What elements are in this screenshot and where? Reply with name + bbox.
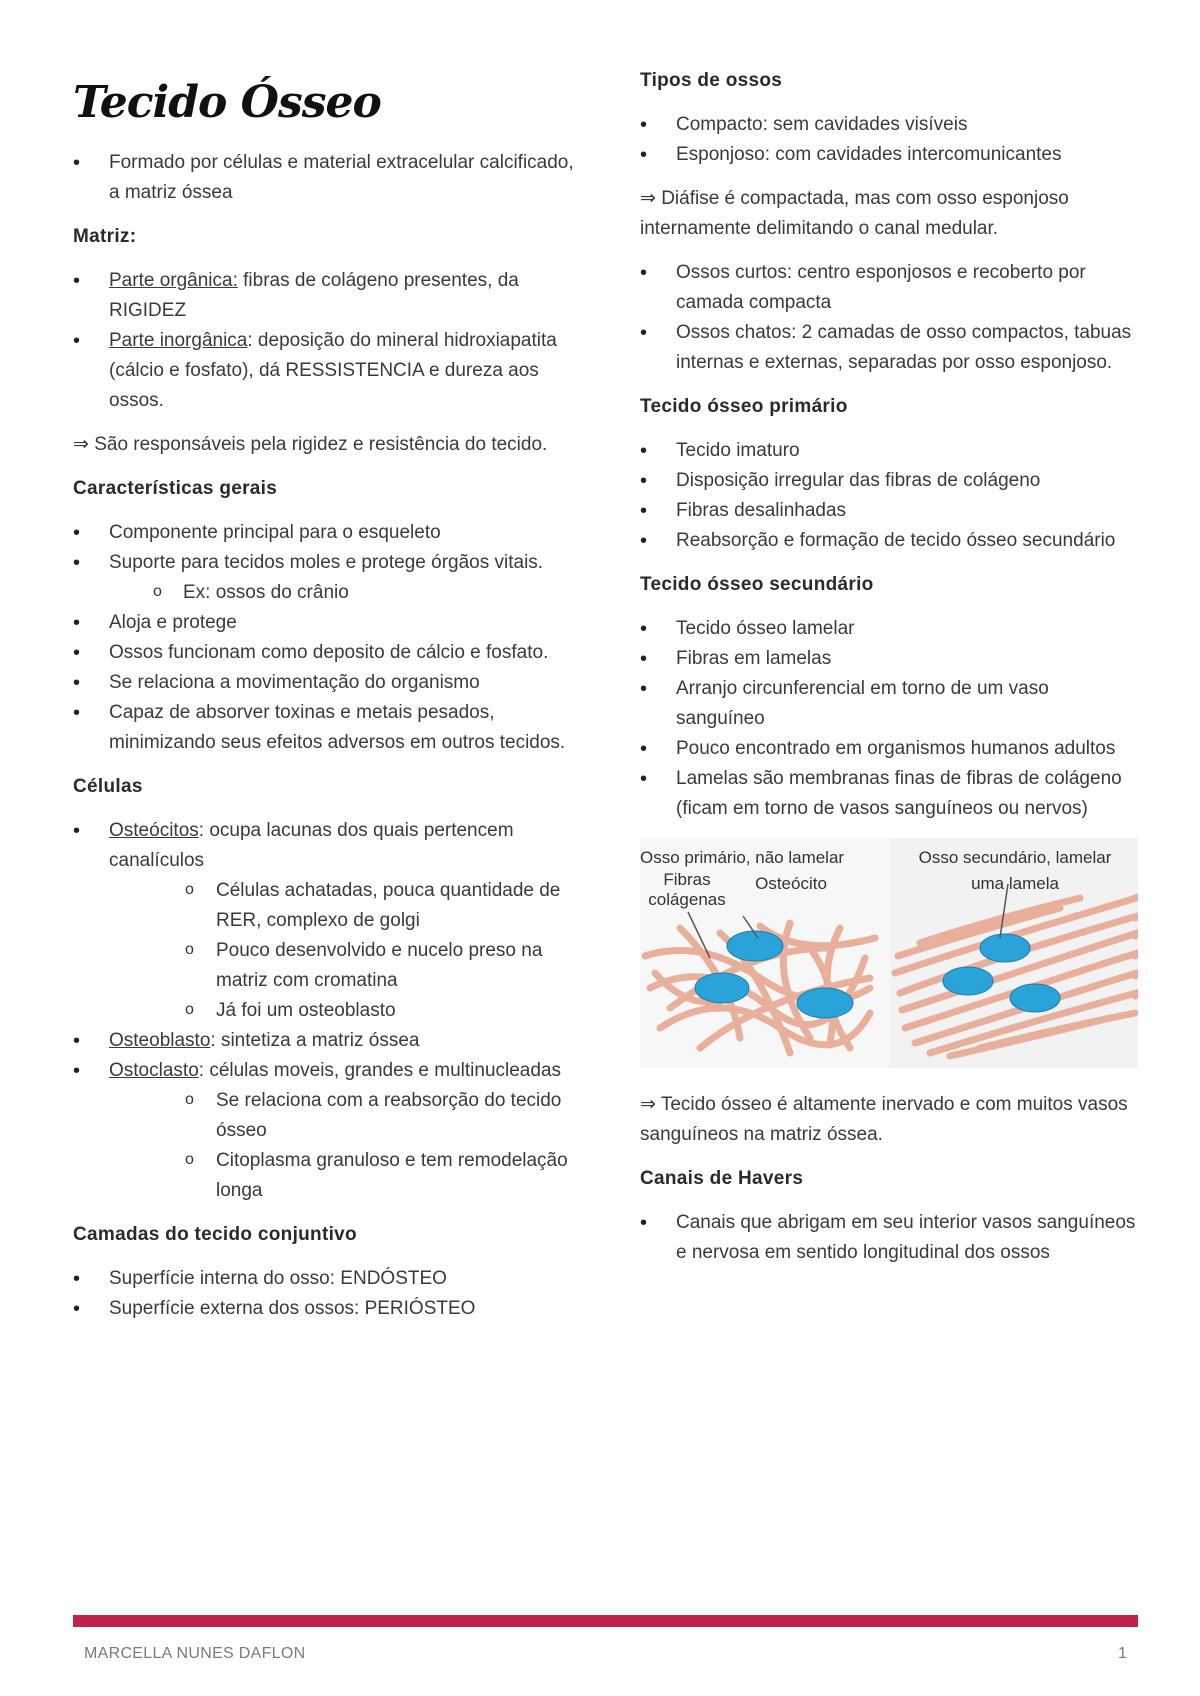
list-item: [73, 266, 575, 326]
term-text: : células moveis, grandes e multinucleadas: [198, 1060, 562, 1081]
list-item: • Lamelas são membranas finas de fibras de colágeno (ficam em torno de vasos sanguíneos ou nervos): [640, 764, 1138, 824]
term-text: fibras de colágeno presentes, da RIGIDEZ: [109, 270, 519, 321]
section-heading-tipos: Tipos de ossos: [640, 70, 783, 91]
section-heading-primario: Tecido ósseo primário: [640, 396, 848, 417]
section-heading-secundario: Tecido ósseo secundário: [640, 574, 874, 595]
list-item: • Aloja e protege: [73, 608, 575, 638]
list-item: • Capaz de absorver toxinas e metais pesados, minimizando seus efeitos adversos em outros tecidos.: [73, 698, 575, 758]
section-heading-celulas: Células: [73, 776, 143, 797]
list-item: • Arranjo circunferencial em torno de um vaso sanguíneo: [640, 674, 1138, 734]
list-item: • Ossos chatos: 2 camadas de osso compactos, tabuas internas e externas, separadas por osso esponjoso.: [640, 318, 1138, 378]
list-item: • Pouco encontrado em organismos humanos adultos: [640, 734, 1138, 764]
page-number: 1: [1118, 1645, 1127, 1662]
matriz-list: [73, 266, 575, 416]
list-item: • Reabsorção e formação de tecido ósseo secundário: [640, 526, 1138, 556]
celulas-list: [73, 816, 575, 1206]
page-title: Tecido Ósseo: [73, 77, 381, 128]
sub-list-item: o Se relaciona com a reabsorção do tecido ósseo: [73, 1086, 575, 1146]
sub-list-item: o Células achatadas, pouca quantidade de RER, complexo de golgi: [73, 876, 575, 936]
left-column: [73, 62, 575, 1338]
camadas-list: [73, 1264, 575, 1324]
list-item: • Tecido imaturo: [640, 436, 1138, 466]
list-item: • Ossos curtos: centro esponjosos e recoberto por camada compacta: [640, 258, 1138, 318]
list-item: [73, 1056, 575, 1086]
section-heading-matriz: Matriz:: [73, 226, 137, 247]
sub-list-item: o Já foi um osteoblasto: [73, 996, 575, 1026]
list-item: • Fibras desalinhadas: [640, 496, 1138, 526]
osteocyte-cell: [980, 934, 1030, 962]
list-item: • Suporte para tecidos moles e protege órgãos vitais.: [73, 548, 575, 578]
term-text: : sintetiza a matriz óssea: [210, 1030, 420, 1051]
secundario-list: [640, 614, 1138, 824]
osteocyte-cell: [943, 967, 993, 995]
list-item: • Compacto: sem cavidades visíveis: [640, 110, 1138, 140]
osteocyte-cell: [797, 988, 853, 1018]
term-label: Osteoblasto: [109, 1030, 211, 1051]
section-heading-camadas: Camadas do tecido conjuntivo: [73, 1224, 357, 1245]
right-column: [640, 62, 1138, 1282]
osteocyte-cell: [1010, 984, 1060, 1012]
figure-label-secondary: Osso secundário, lamelar: [918, 848, 1112, 867]
list-item: • Esponjoso: com cavidades intercomunicantes: [640, 140, 1138, 170]
tipos-list-2: [640, 258, 1138, 378]
list-item: • Ossos funcionam como deposito de cálcio e fosfato.: [73, 638, 575, 668]
intro-list: [73, 148, 575, 208]
tipos-note: ⇒ Diáfise é compactada, mas com osso esponjoso internamente delimitando o canal medular.: [640, 188, 1069, 239]
term-label: Osteócitos: [109, 820, 199, 841]
list-item: [73, 326, 575, 416]
list-item: • Superfície externa dos ossos: PERIÓSTEO: [73, 1294, 575, 1324]
figure-label-primary: Osso primário, não lamelar: [640, 848, 845, 867]
bone-tissue-figure: [640, 838, 1138, 1068]
figure-label-fibers: Fibras colágenas: [648, 870, 726, 909]
footer-author: MARCELLA NUNES DAFLON: [84, 1645, 306, 1662]
list-item: • Componente principal para o esqueleto: [73, 518, 575, 548]
tipos-list: [640, 110, 1138, 170]
list-item: • Fibras em lamelas: [640, 644, 1138, 674]
sub-list-item: o Pouco desenvolvido e nucelo preso na matriz com cromatina: [73, 936, 575, 996]
innervation-note: ⇒ Tecido ósseo é altamente inervado e com muitos vasos sanguíneos na matriz óssea.: [640, 1094, 1128, 1145]
list-item: • Formado por células e material extracelular calcificado, a matriz óssea: [73, 148, 575, 208]
list-item: [73, 816, 575, 876]
osteocyte-cell: [695, 973, 749, 1003]
section-heading-havers: Canais de Havers: [640, 1168, 804, 1189]
list-item: • Disposição irregular das fibras de colágeno: [640, 466, 1138, 496]
list-item: • Tecido ósseo lamelar: [640, 614, 1138, 644]
figure-label-osteocyte: Osteócito: [755, 874, 827, 893]
list-item: [73, 1026, 575, 1056]
havers-list: [640, 1208, 1138, 1268]
caracteristicas-list: [73, 518, 575, 758]
list-item: • Se relaciona a movimentação do organismo: [73, 668, 575, 698]
sub-list-item: o Ex: ossos do crânio: [73, 578, 575, 608]
term-text: : deposição do mineral hidroxiapatita (cálcio e fosfato), dá RESSISTENCIA e dureza aos ossos.: [109, 330, 557, 411]
footer-accent-bar: [73, 1615, 1138, 1627]
term-label: Ostoclasto: [109, 1060, 199, 1081]
sub-list-item: o Citoplasma granuloso e tem remodelação longa: [73, 1146, 575, 1206]
primario-list: [640, 436, 1138, 556]
term-label: Parte inorgânica: [109, 330, 248, 351]
section-heading-caracteristicas: Características gerais: [73, 478, 278, 499]
term-text: : ocupa lacunas dos quais pertencem canalículos: [109, 820, 514, 871]
matriz-note: ⇒ São responsáveis pela rigidez e resistência do tecido.: [73, 434, 548, 455]
term-label: Parte orgânica:: [109, 270, 238, 291]
figure-label-lamela: uma lamela: [971, 874, 1059, 893]
list-item: • Superfície interna do osso: ENDÓSTEO: [73, 1264, 575, 1294]
list-item: • Canais que abrigam em seu interior vasos sanguíneos e nervosa em sentido longitudinal dos ossos: [640, 1208, 1138, 1268]
osteocyte-cell: [727, 931, 783, 961]
